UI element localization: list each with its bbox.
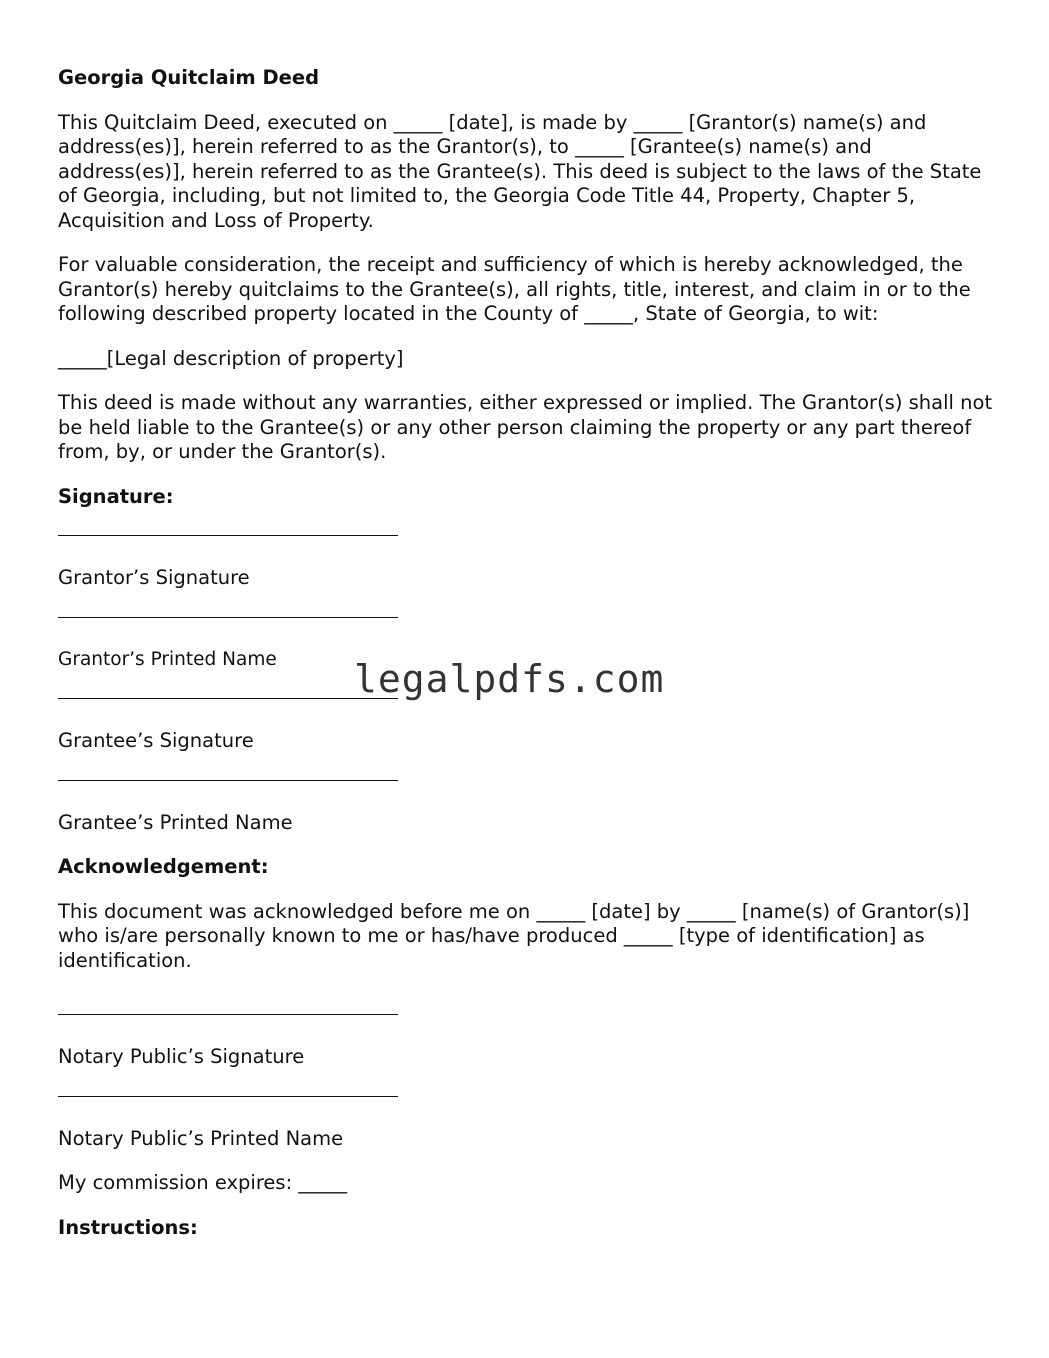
- intro-paragraph: This Quitclaim Deed, executed on _____ [date], is made by _____ [Grantor(s) name(s) and address(es)], herein referred to as the Grantor(s), to _____ [Grantee(s) name(s) and address(es)], herein referred to as the Grantee(s). This deed is subject to the laws of the State of Georgia, including, but not limited to, the Georgia Code Title 44, Property, Chapter 5, Acquisition and Loss of Property.: [58, 110, 982, 232]
- grantee-printed-name-block: [58, 780, 998, 836]
- consideration-paragraph: For valuable consideration, the receipt and sufficiency of which is hereby acknowledged, the Grantor(s) hereby quitclaims to the Grantee(s), all rights, title, interest, and claim in or to the following described property located in the County of _____, State of Georgia, to wit:: [58, 253, 971, 325]
- grantor-printed-name-label: Grantor’s Printed Name: [58, 648, 277, 670]
- notary-signature-block: [58, 1014, 998, 1070]
- grantee-printed-name-label: Grantee’s Printed Name: [58, 810, 293, 834]
- commission-expires: My commission expires: _____: [58, 1171, 348, 1194]
- notary-printed-name-line[interactable]: [58, 1096, 398, 1097]
- legal-description-line: _____[Legal description of property]: [58, 346, 404, 370]
- grantee-signature-line[interactable]: [58, 698, 398, 699]
- acknowledgement-heading: Acknowledgement:: [58, 855, 269, 878]
- document-title: Georgia Quitclaim Deed: [58, 66, 320, 89]
- grantor-signature-label: Grantor’s Signature: [58, 566, 250, 589]
- instructions-heading: Instructions:: [58, 1215, 198, 1239]
- watermark-text: legalpdfs.com: [354, 657, 665, 701]
- notary-signature-label: Notary Public’s Signature: [58, 1045, 305, 1068]
- notary-signature-line[interactable]: [58, 1014, 398, 1015]
- notary-printed-name-label: Notary Public’s Printed Name: [58, 1126, 344, 1150]
- signature-heading: Signature:: [58, 484, 174, 508]
- grantor-printed-name-line[interactable]: [58, 617, 398, 618]
- grantee-printed-name-line[interactable]: [58, 780, 398, 781]
- acknowledgement-paragraph: This document was acknowledged before me on _____ [date] by _____ [name(s) of Grantor(s)] who is/are personally known to me or has/have produced _____ [type of identification] as identification.: [58, 899, 970, 972]
- grantor-signature-block: [58, 535, 998, 591]
- warranty-paragraph: This deed is made without any warranties, either expressed or implied. The Grantor(s) shall not be held liable to the Grantee(s) or any other person claiming the property or any part thereof from, by, or under the Grantor(s).: [58, 391, 993, 463]
- grantee-signature-block: [58, 698, 998, 754]
- grantor-signature-line[interactable]: [58, 535, 398, 536]
- notary-printed-name-block: [58, 1096, 998, 1152]
- grantee-signature-label: Grantee’s Signature: [58, 729, 254, 752]
